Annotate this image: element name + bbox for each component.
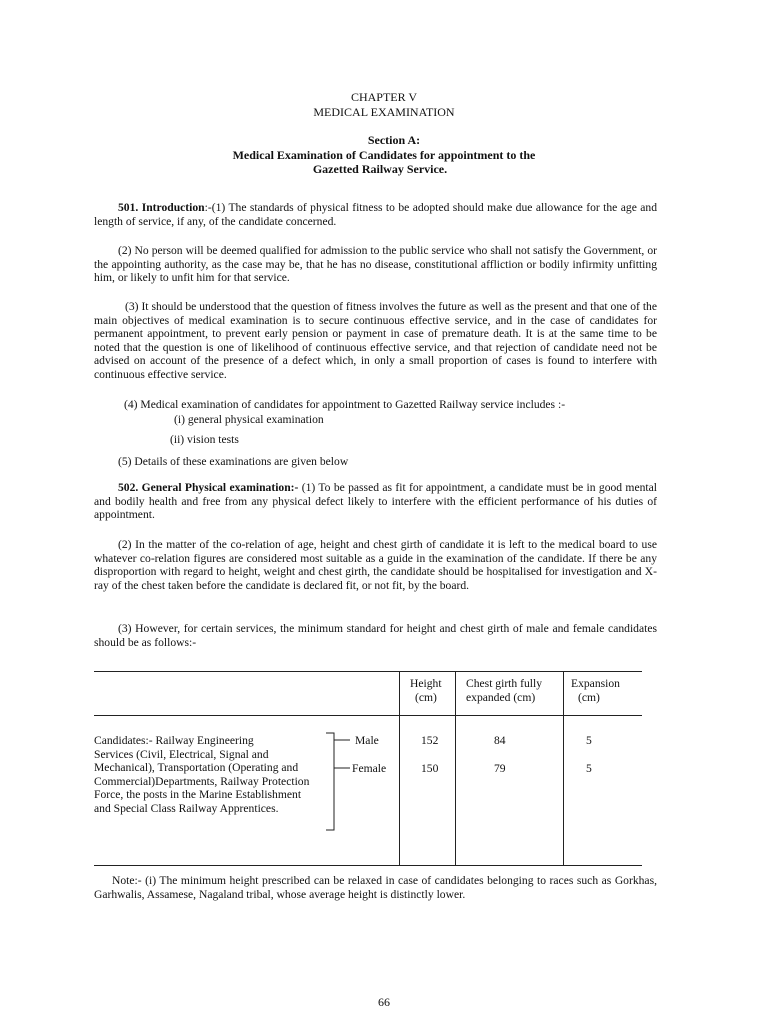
para-501-2: (2) No person will be deemed qualified for admission to the public service who shall not satisfy the Government, or the appointing authority, as the case may be, that he has no disease, constitutional affliction or bodily infirmity unfitting him, or likely to unfit him for that service. xyxy=(94,244,657,285)
candidates-line: Mechanical), Transportation (Operating and xyxy=(94,761,299,775)
row-male-gender: Male xyxy=(355,734,379,747)
row-male-height: 152 xyxy=(421,734,439,747)
para-501-text1: :-(1) The standards of physical fitness to be adopted should make due allowance for the age and length of service, if any, of the candidate concerned. xyxy=(94,201,657,228)
section-subtitle-line1: Medical Examination of Candidates for appointment to the xyxy=(232,148,536,162)
header-chest-unit: expanded (cm) xyxy=(466,691,536,704)
chapter-title: MEDICAL EXAMINATION xyxy=(313,105,455,119)
list-item-vision: (ii) vision tests xyxy=(170,433,239,446)
para-501-1 xyxy=(94,201,657,228)
candidates-description xyxy=(94,734,334,816)
header-height: Height xyxy=(410,677,442,690)
para-502-3: (3) However, for certain services, the minimum standard for height and chest girth of male and female candidates should be as follows:- xyxy=(94,622,657,649)
table-bottom-rule xyxy=(94,865,642,866)
list-item-general: (i) general physical examination xyxy=(174,413,324,426)
header-chest: Chest girth fully xyxy=(466,677,542,690)
para-502-text1: (1) To be passed as fit for appointment, a candidate must be in good mental and bodily health and free from any physical defect likely to interfere with the efficient performance of his duties of appointment. xyxy=(94,481,657,522)
para-501-5: (5) Details of these examinations are given below xyxy=(118,455,349,468)
para-502-2: (2) In the matter of the co-relation of age, height and chest girth of candidate it is left to the medical board to use whatever co-relation figures are considered most suitable as a guide in the examination of the candidate. If there be any disproportion with regard to height, weight and chest girth, the candidate should be hospitalised for investigation and X-ray of the chest taken before the candidate is declared fit, or not fit, by the board. xyxy=(94,538,657,592)
chapter-label: CHAPTER V xyxy=(350,90,418,104)
table-col-divider-1 xyxy=(399,671,400,866)
table-header-rule xyxy=(94,715,642,716)
row-female-gender: Female xyxy=(352,762,387,775)
header-height-unit: (cm) xyxy=(415,691,437,704)
para-502-1 xyxy=(94,481,657,522)
header-expansion-unit: (cm) xyxy=(578,691,600,704)
row-female-expansion: 5 xyxy=(586,762,592,775)
candidates-line: Commercial)Departments, Railway Protection xyxy=(94,774,310,788)
para-501-4: (4) Medical examination of candidates for appointment to Gazetted Railway service includes :- xyxy=(124,398,566,411)
candidates-line: Services (Civil, Electrical, Signal and xyxy=(94,747,269,761)
candidates-line: and Special Class Railway Apprentices. xyxy=(94,801,279,815)
para-502-heading: 502. General Physical examination:- xyxy=(118,481,299,494)
table-col-divider-3 xyxy=(563,671,564,866)
section-subtitle-line2: Gazetted Railway Service. xyxy=(312,162,448,176)
row-male-expansion: 5 xyxy=(586,734,592,747)
section-label: Section A: xyxy=(367,133,421,147)
page-number: 66 xyxy=(378,995,390,1009)
para-501-heading: 501. Introduction xyxy=(118,201,205,214)
row-male-chest: 84 xyxy=(494,734,506,747)
table-top-rule xyxy=(94,671,642,672)
table-note: Note:- (i) The minimum height prescribed can be relaxed in case of candidates belonging to races such as Gorkhas, Garhwalis, Assamese, Nagaland tribal, whose average height is distinctly lower. xyxy=(94,874,657,901)
candidates-line: Candidates:- Railway Engineering xyxy=(94,734,254,747)
table-col-divider-2 xyxy=(455,671,456,866)
header-expansion: Expansion xyxy=(571,677,620,690)
row-female-height: 150 xyxy=(421,762,439,775)
candidates-line: Force, the posts in the Marine Establishment xyxy=(94,788,302,802)
para-501-3: (3) It should be understood that the question of fitness involves the future as well as the present and that one of the main objectives of medical examination is to secure continuous effective service, and in the case of candidates for permanent appointment, to prevent early pension or payment in case of premature death. It is at the same time to be noted that the question is one of likelihood of continuous effective service, and that rejection of candidate need not be advised on account of the presence of a defect which, in only a small proportion of cases is found to interfere with continuous effective service. xyxy=(94,300,657,381)
bracket-icon xyxy=(322,730,352,834)
row-female-chest: 79 xyxy=(494,762,506,775)
